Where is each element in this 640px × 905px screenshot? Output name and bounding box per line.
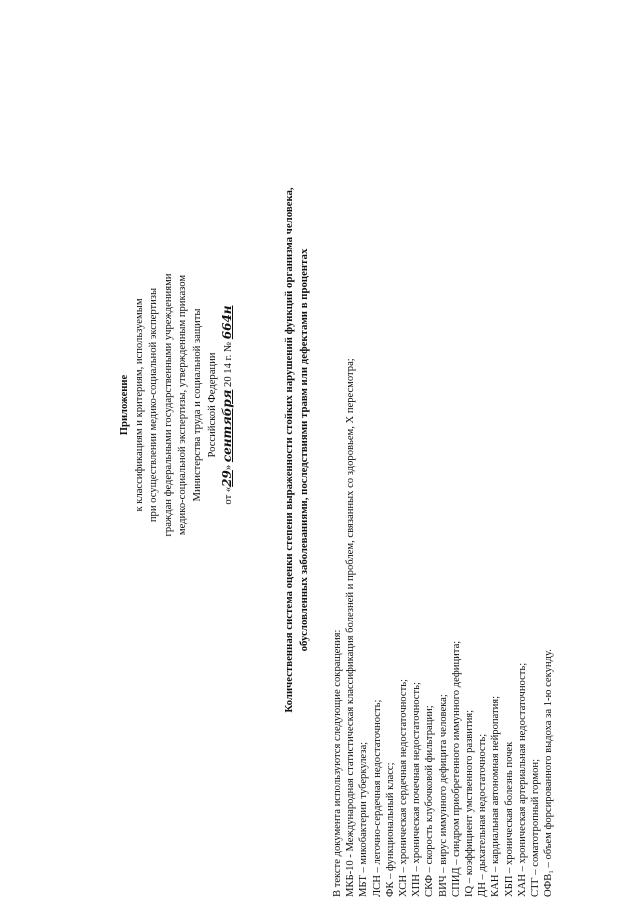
- list-item: ФК – функциональный класс;: [384, 762, 396, 897]
- list-item: ЛСН – легочно-сердечная недостаточность;: [371, 699, 383, 897]
- list-item: IQ – коэффициент умственного развития;: [464, 709, 476, 897]
- appendix-line-6: Российской Федерации: [206, 352, 218, 458]
- appendix-line-5: Министерства труда и социальной защиты: [191, 308, 203, 502]
- list-item: МКБ-10 - Международная статистическая классификация болезней и проблем, связанных со здоровьем, X пересмотра;: [345, 358, 357, 897]
- number-label: №: [223, 341, 235, 353]
- appendix-line-1: к классификациям и критериям, используемым: [133, 298, 145, 512]
- list-item: ХБП – хроническая болезнь почек: [503, 741, 515, 897]
- document-title: [282, 35, 311, 865]
- title-line-2: обусловленных заболеваниями, последствиями травм или дефектами в процентах: [297, 248, 310, 652]
- date-month: сентября: [220, 389, 235, 463]
- list-item: ХПН – хроническая почечная недостаточность;: [411, 682, 423, 897]
- title-line-1: Количественная система оценки степени выраженности стойких нарушений функций организма человека,: [283, 187, 295, 713]
- appendix-line-2: при осуществлении медико-социальной экспертизы: [148, 287, 160, 523]
- appendix-heading: Приложение: [119, 374, 130, 436]
- order-date-line: [220, 125, 237, 685]
- list-item: ДН – дыхательная недостаточность;: [477, 733, 489, 897]
- list-item: МБТ – микобактерии туберкулеза;: [358, 741, 370, 897]
- appendix-header: [118, 125, 237, 685]
- list-item: ХАН – хроническая артериальная недостаточность;: [516, 662, 528, 897]
- date-year: 20 14 г.: [223, 354, 235, 387]
- date-day: 29: [220, 470, 235, 487]
- list-item: ВИЧ – вирус иммунного дефицита человека;: [437, 694, 449, 897]
- list-item: СКФ – скорость клубочковой фильтрации;: [424, 705, 436, 897]
- appendix-line-4: медико-социальной экспертизы, утвержденным приказом: [177, 274, 189, 536]
- list-item: ХСН – хроническая сердечная недостаточность;: [398, 679, 410, 897]
- appendix-line-3: граждан федеральными государственными учреждениями: [162, 273, 174, 537]
- abbreviations-list: [331, 257, 555, 897]
- list-item: СТГ – соматотропный гормон;: [530, 758, 542, 897]
- list-item: ОФВ₁ – объем форсированного выдоха за 1-ю секунду.: [543, 649, 555, 897]
- date-mid: »: [223, 464, 235, 471]
- list-item: СПИД – синдром приобретенного иммунного дефицита;: [450, 640, 462, 897]
- abbreviations-intro: В тексте документа используются следующие сокращения:: [332, 629, 343, 897]
- date-prefix: от «: [223, 486, 235, 505]
- order-number: 664н: [220, 305, 235, 340]
- list-item: КАН – кардиальная автономная нейропатия;: [490, 695, 502, 897]
